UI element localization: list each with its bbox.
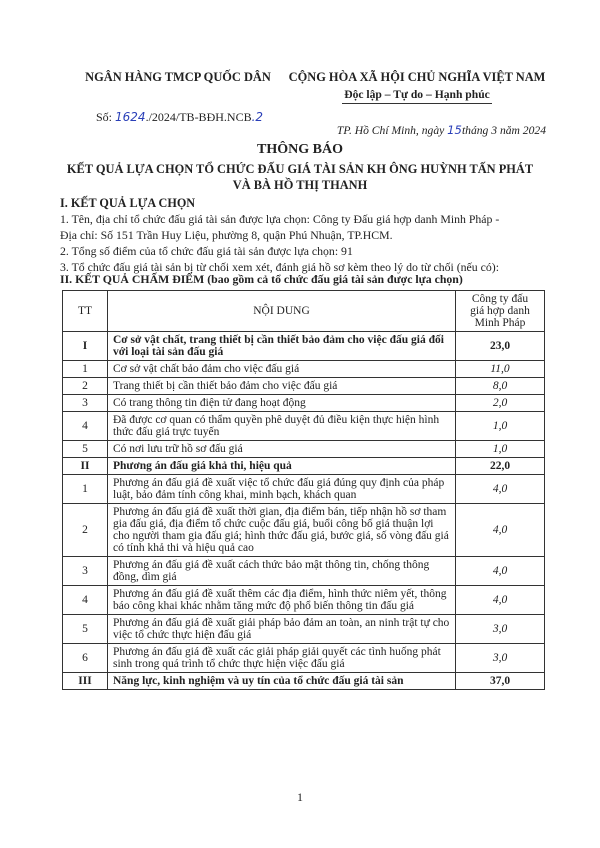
section2-heading: II. KẾT QUẢ CHẤM ĐIỂM (bao gồm cả tổ chức đấu giá tài sản được lựa chọn) [60, 272, 463, 286]
row-tt: 3 [63, 395, 108, 412]
doc-number-prefix: Số: [96, 110, 116, 124]
section1-item1-address: Địa chỉ: Số 151 Trần Huy Liệu, phường 8, quận Phú Nhuận, TP.HCM. [60, 228, 393, 242]
row-score: 4,0 [456, 504, 545, 557]
row-content: Cơ sở vật chất, trang thiết bị cần thiết bảo đảm cho việc đấu giá đối với loại tài sản đấu giá [108, 332, 456, 361]
row-content: Có trang thông tin điện tử đang hoạt động [108, 395, 456, 412]
row-content: Phương án đấu giá đề xuất cách thức bảo mật thông tin, chống thông đồng, dìm giá [108, 557, 456, 586]
row-tt: 5 [63, 615, 108, 644]
col-header-company-line1: Công ty đấu [471, 293, 529, 305]
row-tt: 3 [63, 557, 108, 586]
table-group-row [63, 673, 545, 690]
row-score: 1,0 [456, 412, 545, 441]
col-header-tt: TT [63, 291, 108, 332]
doc-number-handwritten-suffix: .2 [251, 110, 264, 124]
row-score: 37,0 [456, 673, 545, 690]
place-date-prefix: TP. Hồ Chí Minh, ngày [336, 124, 448, 137]
section1-item1: 1. Tên, địa chỉ tổ chức đấu giá tài sản được lựa chọn: Công ty Đấu giá hợp danh Minh Pháp - [60, 212, 500, 226]
row-tt: 2 [63, 504, 108, 557]
row-content: Phương án đấu giá đề xuất giải pháp bảo đảm an toàn, an ninh trật tự cho việc tổ chức thực hiện đấu giá [108, 615, 456, 644]
bank-name: NGÂN HÀNG TMCP QUỐC DÂN [85, 70, 271, 84]
row-score: 3,0 [456, 644, 545, 673]
table-row [63, 644, 545, 673]
row-tt: I [63, 332, 108, 361]
place-date-day: 15 [447, 123, 462, 137]
issuer-block [78, 70, 278, 85]
section1-heading: I. KẾT QUẢ LỰA CHỌN [60, 196, 196, 210]
table-group-row [63, 332, 545, 361]
row-score: 4,0 [456, 475, 545, 504]
row-content: Phương án đấu giá đề xuất việc tổ chức đấu giá đúng quy định của pháp luật, bảo đảm tính công khai, minh bạch, khách quan [108, 475, 456, 504]
score-table-body [63, 332, 545, 690]
row-score: 1,0 [456, 441, 545, 458]
col-header-company-line2: giá hợp danh [470, 305, 530, 317]
row-content: Đã được cơ quan có thẩm quyền phê duyệt đủ điều kiện thực hiện hình thức đấu giá trực tuyến [108, 412, 456, 441]
doc-number-handwritten: 1624 [115, 110, 146, 124]
row-score: 8,0 [456, 378, 545, 395]
table-row [63, 504, 545, 557]
document-number [96, 110, 263, 125]
table-row [63, 395, 545, 412]
table-row [63, 557, 545, 586]
table-row [63, 378, 545, 395]
row-score: 4,0 [456, 557, 545, 586]
place-date-suffix: tháng 3 năm 2024 [461, 124, 546, 137]
national-motto: Độc lập – Tự do – Hạnh phúc [344, 88, 490, 101]
row-content: Phương án đấu giá đề xuất các giải pháp giải quyết các tình huống phát sinh trong quá trình tổ chức thực hiện việc đấu giá [108, 644, 456, 673]
row-tt: 5 [63, 441, 108, 458]
row-score: 4,0 [456, 586, 545, 615]
row-content: Trang thiết bị cần thiết bảo đảm cho việc đấu giá [108, 378, 456, 395]
score-table [62, 290, 545, 690]
row-tt: 4 [63, 412, 108, 441]
row-tt: 4 [63, 586, 108, 615]
row-content: Cơ sở vật chất bảo đảm cho việc đấu giá [108, 361, 456, 378]
doc-number-suffix: ./2024/TB-BĐH.NCB [145, 110, 252, 124]
table-row [63, 412, 545, 441]
col-header-content: NỘI DUNG [108, 291, 456, 332]
row-score: 2,0 [456, 395, 545, 412]
row-tt: 6 [63, 644, 108, 673]
section1-item3: 3. Tổ chức đấu giá tài sản bị từ chối xem xét, đánh giá hồ sơ kèm theo lý do từ chối (nếu có): [60, 260, 499, 274]
col-header-company-line3: Minh Pháp [474, 317, 526, 329]
row-content: Năng lực, kinh nghiệm và uy tín của tổ chức đấu giá tài sản [108, 673, 456, 690]
row-score: 11,0 [456, 361, 545, 378]
national-header [282, 70, 552, 104]
row-score: 3,0 [456, 615, 545, 644]
notice-title: THÔNG BÁO [257, 142, 343, 157]
table-row [63, 361, 545, 378]
row-tt: 2 [63, 378, 108, 395]
row-tt: III [63, 673, 108, 690]
row-content: Có nơi lưu trữ hồ sơ đấu giá [108, 441, 456, 458]
table-row [63, 441, 545, 458]
republic-name: CỘNG HÒA XÃ HỘI CHỦ NGHĨA VIỆT NAM [288, 70, 546, 84]
row-tt: II [63, 458, 108, 475]
row-score: 23,0 [456, 332, 545, 361]
place-date [337, 123, 546, 137]
table-row [63, 475, 545, 504]
row-score: 22,0 [456, 458, 545, 475]
table-row [63, 615, 545, 644]
row-tt: 1 [63, 475, 108, 504]
row-tt: 1 [63, 361, 108, 378]
table-group-row [63, 458, 545, 475]
notice-subtitle-line1: KẾT QUẢ LỰA CHỌN TỔ CHỨC ĐẤU GIÁ TÀI SẢN KH ÔNG HUỲNH TẤN PHÁT [66, 162, 534, 176]
score-table-header [63, 291, 545, 332]
page-number: 1 [297, 790, 303, 804]
section1-item2: 2. Tổng số điểm của tổ chức đấu giá tài sản được lựa chọn: 91 [60, 244, 353, 258]
notice-subtitle-line2: VÀ BÀ HỒ THỊ THANH [232, 178, 368, 192]
row-content: Phương án đấu giá đề xuất thêm các địa điểm, hình thức niêm yết, thông báo công khai khác nhằm tăng mức độ phổ biến thông tin đấu giá [108, 586, 456, 615]
row-content: Phương án đấu giá đề xuất thời gian, địa điểm bán, tiếp nhận hồ sơ tham gia đấu giá, địa điểm tổ chức cuộc đấu giá, buổi công bố giá thuận lợi cho người tham gia đấu giá; hình thức đấu giá, bước giá, số vòng đấu giá có tính khả thi và hiệu quả cao [108, 504, 456, 557]
row-content: Phương án đấu giá khả thi, hiệu quả [108, 458, 456, 475]
table-row [63, 586, 545, 615]
motto-underline [342, 103, 492, 104]
col-header-company [456, 291, 545, 332]
